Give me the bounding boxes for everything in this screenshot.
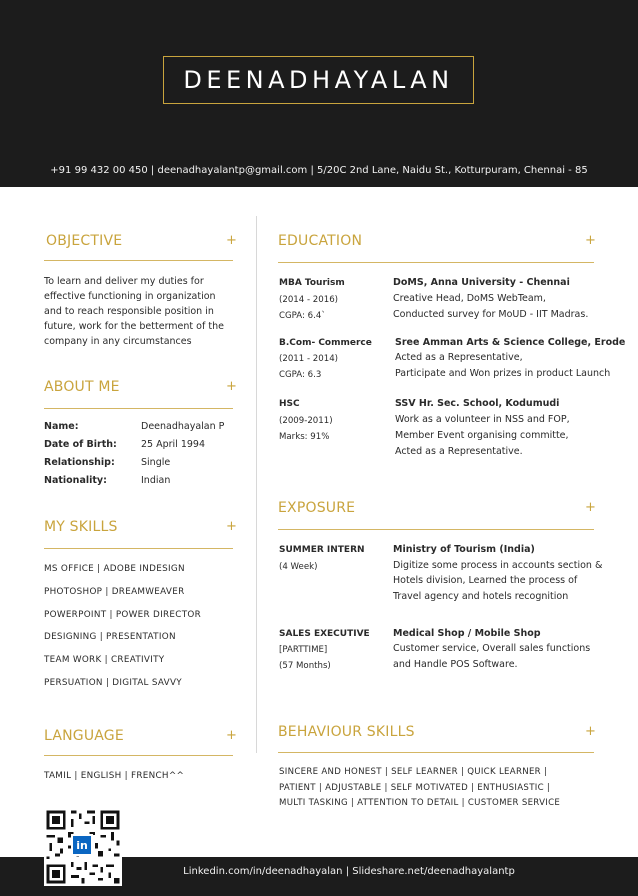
edu-grade: Marks: 91% bbox=[279, 432, 330, 442]
language-line: TAMIL | ENGLISH | FRENCH^^ bbox=[44, 771, 185, 781]
exposure-title: EXPOSURE bbox=[278, 500, 356, 516]
exposure-org: Ministry of Tourism (India) bbox=[393, 544, 535, 555]
edu-detail: Conducted survey for MoUD - IIT Madras. bbox=[393, 309, 589, 320]
skills-title: MY SKILLS bbox=[44, 519, 118, 535]
about-title: ABOUT ME bbox=[44, 379, 120, 395]
column-divider bbox=[256, 216, 257, 753]
edu-degree: B.Com- Commerce bbox=[279, 338, 372, 348]
objective-rule bbox=[44, 260, 233, 261]
exposure-detail: Digitize some process in accounts section & bbox=[393, 560, 603, 571]
edu-detail: Member Event organising committe, bbox=[395, 430, 569, 441]
edu-institution: Sree Amman Arts & Science College, Erode bbox=[395, 337, 626, 348]
education-rule bbox=[278, 262, 594, 263]
exposure-duration: (4 Week) bbox=[279, 562, 318, 572]
skills-rule bbox=[44, 548, 233, 549]
footer-links[interactable]: Linkedin.com/in/deenadhayalan | Slideshare.net/deenadhayalantp bbox=[183, 866, 515, 877]
education-title: EDUCATION bbox=[278, 233, 363, 249]
language-plus-icon: + bbox=[226, 728, 237, 743]
edu-years: (2009-2011) bbox=[279, 416, 333, 426]
edu-grade: CGPA: 6.3 bbox=[279, 370, 322, 380]
skill-line: MS OFFICE | ADOBE INDESIGN bbox=[44, 564, 185, 574]
exposure-duration: (57 Months) bbox=[279, 661, 331, 671]
exposure-detail: Customer service, Overall sales functions bbox=[393, 643, 591, 654]
edu-grade: CGPA: 6.4` bbox=[279, 311, 326, 321]
objective-title: OBJECTIVE bbox=[46, 233, 123, 249]
about-rule bbox=[44, 408, 233, 409]
behaviour-plus-icon: + bbox=[585, 724, 596, 739]
exposure-type: [PARTTIME] bbox=[279, 645, 328, 655]
edu-institution: DoMS, Anna University - Chennai bbox=[393, 277, 570, 288]
exposure-detail: Travel agency and hotels recognition bbox=[393, 591, 569, 602]
exposure-role: SALES EXECUTIVE bbox=[279, 629, 370, 639]
skill-line: DESIGNING | PRESENTATION bbox=[44, 632, 176, 642]
skills-plus-icon: + bbox=[226, 519, 237, 534]
behaviour-rule bbox=[278, 752, 594, 753]
name-box bbox=[163, 56, 474, 104]
behaviour-title: BEHAVIOUR SKILLS bbox=[278, 724, 415, 740]
skill-line: TEAM WORK | CREATIVITY bbox=[44, 655, 165, 665]
skill-line: POWERPOINT | POWER DIRECTOR bbox=[44, 610, 202, 620]
edu-degree: HSC bbox=[279, 399, 300, 409]
resume-name: DEENADHAYALAN bbox=[183, 66, 454, 94]
edu-degree: MBA Tourism bbox=[279, 278, 345, 288]
exposure-org: Medical Shop / Mobile Shop bbox=[393, 628, 541, 639]
skill-line: PERSUATION | DIGITAL SAVVY bbox=[44, 678, 182, 688]
linkedin-icon: in bbox=[71, 834, 93, 856]
edu-detail: Acted as a Representative, bbox=[395, 352, 523, 363]
language-title: LANGUAGE bbox=[44, 728, 124, 744]
behaviour-line: MULTI TASKING | ATTENTION TO DETAIL | CUSTOMER SERVICE bbox=[279, 798, 561, 808]
edu-years: (2014 - 2016) bbox=[279, 295, 339, 305]
skill-line: PHOTOSHOP | DREAMWEAVER bbox=[44, 587, 185, 597]
language-rule bbox=[44, 755, 233, 756]
objective-text: To learn and deliver my duties for effective functioning in organization and to reach responsible position in future, work for the betterment of the company in any circumstances bbox=[44, 276, 224, 347]
exposure-detail: Hotels division, Learned the process of bbox=[393, 575, 578, 586]
edu-institution: SSV Hr. Sec. School, Kodumudi bbox=[395, 398, 560, 409]
edu-detail: Participate and Won prizes in product Launch bbox=[395, 368, 611, 379]
objective-plus-icon: + bbox=[226, 233, 237, 248]
exposure-plus-icon: + bbox=[585, 500, 596, 515]
edu-years: (2011 - 2014) bbox=[279, 354, 339, 364]
exposure-role: SUMMER INTERN bbox=[279, 545, 365, 555]
exposure-rule bbox=[278, 529, 594, 530]
contact-line: +91 99 432 00 450 | deenadhayalantp@gmail.com | 5/20C 2nd Lane, Naidu St., Kotturpuram, Chennai - 85 bbox=[50, 165, 588, 176]
behaviour-line: PATIENT | ADJUSTABLE | SELF MOTIVATED | ENTHUSIASTIC | bbox=[279, 783, 551, 793]
exposure-detail: and Handle POS Software. bbox=[393, 659, 518, 670]
education-plus-icon: + bbox=[585, 233, 596, 248]
edu-detail: Work as a volunteer in NSS and FOP, bbox=[395, 414, 570, 425]
edu-detail: Acted as a Representative. bbox=[395, 446, 523, 457]
edu-detail: Creative Head, DoMS WebTeam, bbox=[393, 293, 546, 304]
about-plus-icon: + bbox=[226, 379, 237, 394]
behaviour-line: SINCERE AND HONEST | SELF LEARNER | QUICK LEARNER | bbox=[279, 767, 548, 777]
